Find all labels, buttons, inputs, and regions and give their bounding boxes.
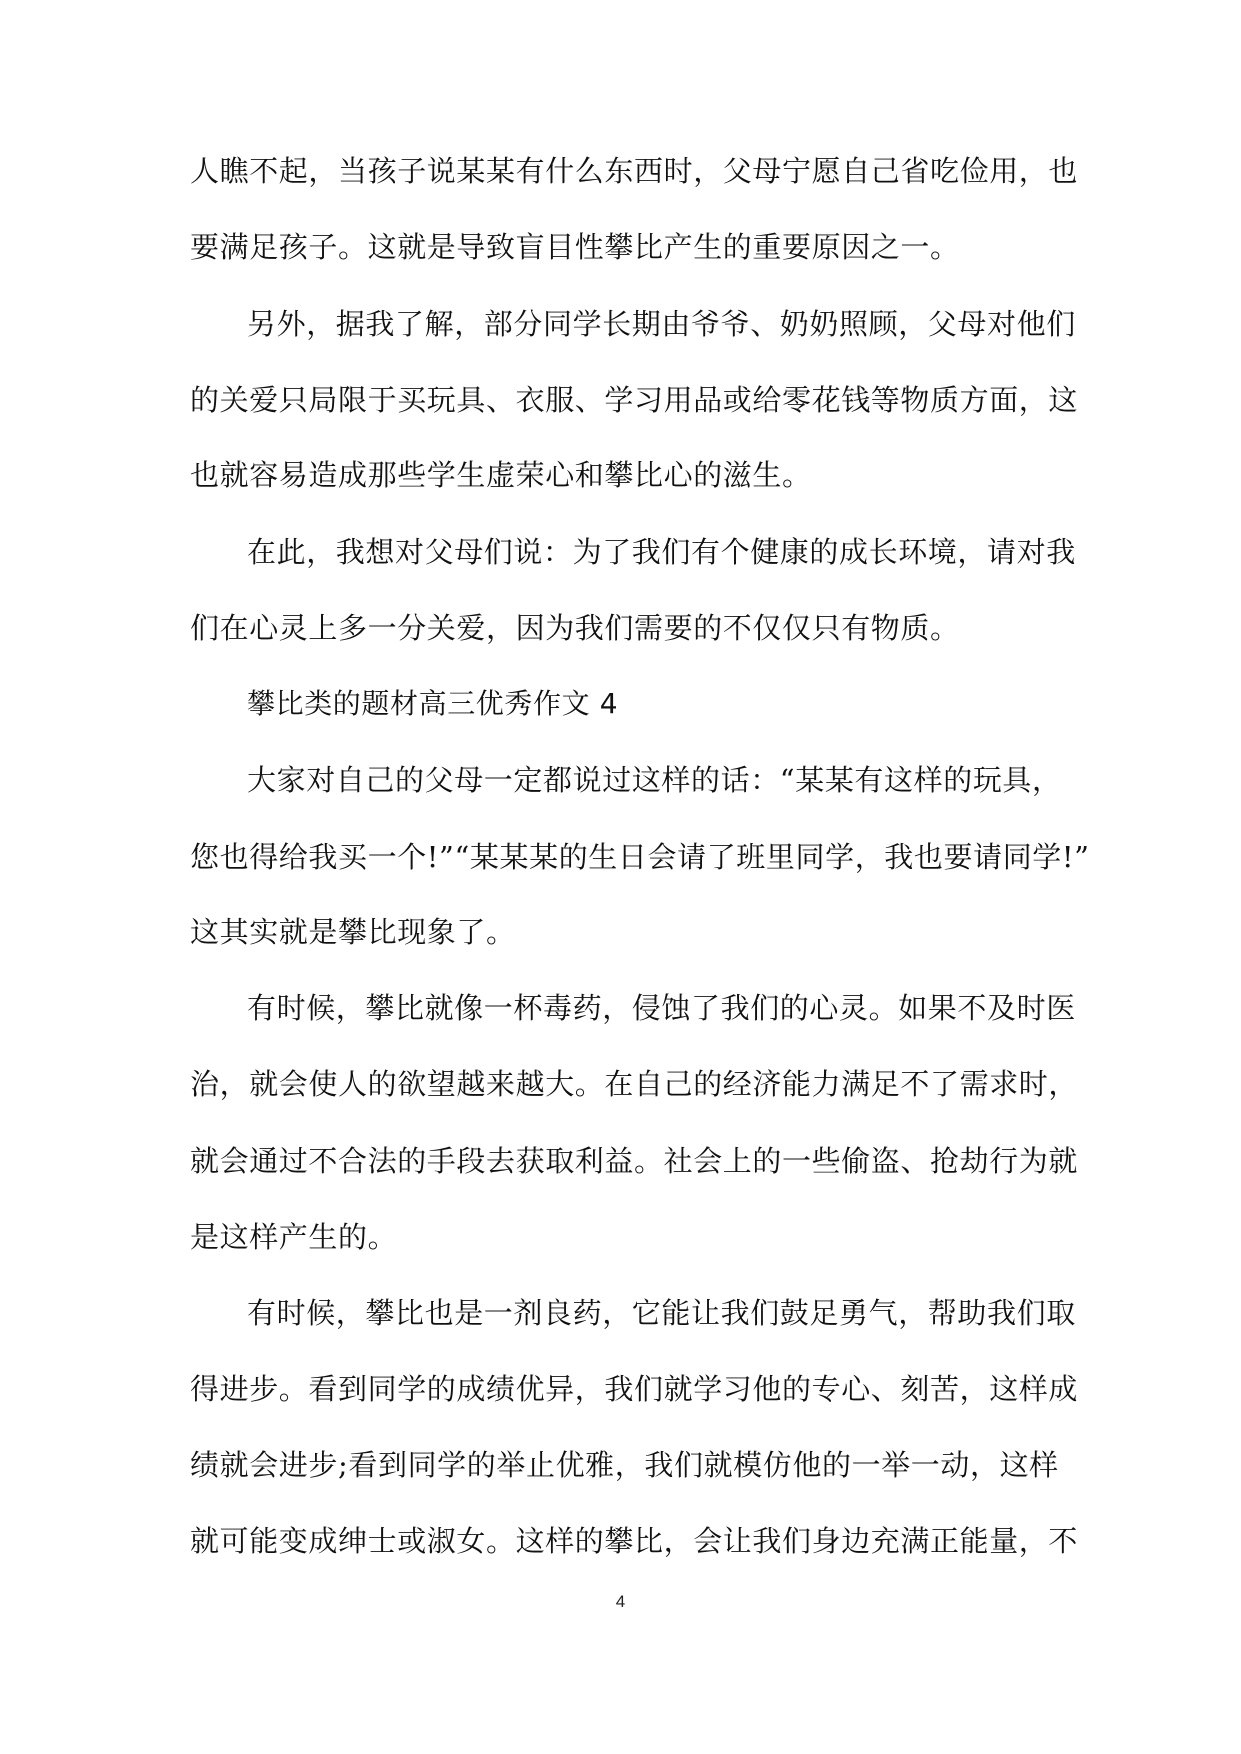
text-line: 得进步。看到同学的成绩优异，我们就学习他的专心、刻苦，这样成 [190, 1372, 1079, 1406]
text-line: 人瞧不起，当孩子说某某有什么东西时，父母宁愿自己省吃俭用，也 [190, 154, 1079, 188]
text-line: 治，就会使人的欲望越来越大。在自己的经济能力满足不了需求时， [190, 1067, 1079, 1101]
text-line: 就会通过不合法的手段去获取利益。社会上的一些偷盗、抢劫行为就 [190, 1144, 1079, 1178]
text-line: 要满足孩子。这就是导致盲目性攀比产生的重要原因之一。 [190, 230, 960, 264]
text-line: 这其实就是攀比现象了。 [190, 915, 516, 949]
text-line: 就可能变成绅士或淑女。这样的攀比，会让我们身边充满正能量，不 [190, 1524, 1079, 1558]
text-line: 也就容易造成那些学生虚荣心和攀比心的滋生。 [190, 458, 812, 492]
text-line: 在此，我想对父母们说：为了我们有个健康的成长环境，请对我 [247, 535, 1076, 569]
text-line: 有时候，攀比就像一杯毒药，侵蚀了我们的心灵。如果不及时医 [247, 991, 1076, 1025]
text-line: 有时候，攀比也是一剂良药，它能让我们鼓足勇气，帮助我们取 [247, 1296, 1076, 1330]
text-line: 的关爱只局限于买玩具、衣服、学习用品或给零花钱等物质方面，这 [190, 383, 1079, 417]
page-number: 4 [615, 1592, 626, 1611]
text-line: 是这样产生的。 [190, 1220, 398, 1254]
section-heading: 攀比类的题材高三优秀作文 4 [247, 687, 619, 720]
text-line: 另外，据我了解，部分同学长期由爷爷、奶奶照顾，父母对他们 [247, 307, 1076, 341]
text-line: 绩就会进步;看到同学的举止优雅，我们就模仿他的一举一动，这样 [190, 1448, 1059, 1482]
text-line: 们在心灵上多一分关爱，因为我们需要的不仅仅只有物质。 [190, 611, 960, 645]
text-line: 您也得给我买一个!”“某某某的生日会请了班里同学，我也要请同学!” [190, 840, 1090, 874]
text-line: 大家对自己的父母一定都说过这样的话：“某某有这样的玩具， [247, 763, 1062, 797]
